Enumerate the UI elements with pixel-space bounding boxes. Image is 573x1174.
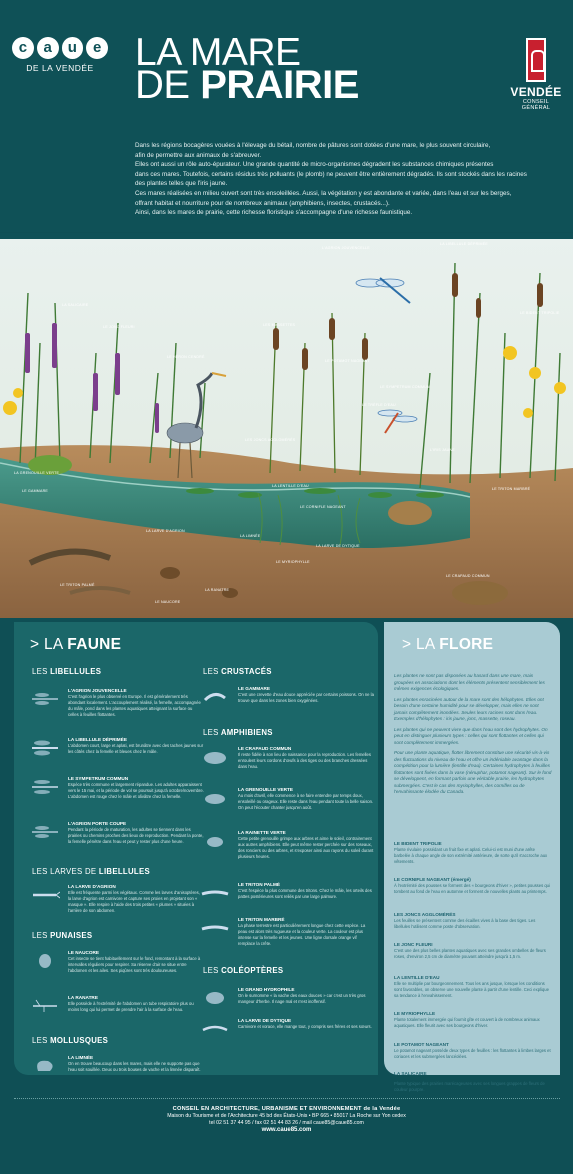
scene-label: LE SYMPETRUM COMMUN	[380, 385, 430, 389]
flora-name: LES JONCS AGGLOMÉRÉS	[394, 912, 456, 917]
snail-icon	[30, 1057, 60, 1075]
flore-intro-paragraph: Les plantes qui ne peuvent vivre que dans l'eau sont des hydrophytes. On peut en distinguer plusieurs types : celles qui sont flottantes et celles qui sont complètement immergées.	[394, 726, 548, 745]
scene-label: LE BIDENT TRIPOLIE	[520, 311, 560, 315]
vendee-heart-icon	[526, 38, 546, 82]
dragonfly-icon	[30, 739, 60, 757]
intro-line: offrant habitat et nourriture pour de nombreux animaux (amphibiens, insectes, crustacés...).	[135, 199, 390, 207]
section-prefix: LES	[203, 667, 219, 676]
fauna-name: LE NAUCORE	[68, 950, 99, 955]
scene-label: LA SALICAIRE	[62, 303, 89, 307]
fauna-entry	[200, 1018, 378, 1042]
scene-label: LA LIBELLULE DÉPRIMÉE	[440, 242, 488, 246]
damselfly-icon	[30, 823, 60, 841]
flora-name: LA SALICAIRE	[394, 1071, 427, 1076]
section-prefix: LES	[203, 966, 219, 975]
footer-contact: tel 02 51 37 44 95 / fax 02 51 44 83 26 / mail caue85@caue85.com	[209, 1120, 364, 1126]
scene-label: LE TRITON PALMÉ	[60, 583, 95, 587]
scene-label: LE CORNIFLE NAGEANT	[300, 505, 346, 509]
flora-entry	[394, 942, 552, 960]
section-prefix: LES	[32, 931, 48, 940]
fauna-entry	[200, 917, 378, 957]
fauna-entry	[200, 686, 378, 714]
fauna-text: L'abdomen court, large et aplati, est brunâtre avec des taches jaunes sur les côtés chez la femelle et bleues chez le mâle.	[68, 743, 204, 754]
newt-icon	[200, 919, 230, 937]
tree-frog-icon	[200, 832, 230, 850]
fauna-text: Cet insecte se tient habituellement sur le fond, remontant à la surface à intervalles réguliers pour respirer. Sa réserve d'air se situe entre l'abdomen et les ailes. Ses piqûres sont très douloureuses.	[68, 956, 201, 973]
fauna-entry	[200, 882, 378, 912]
flora-entry	[394, 912, 552, 930]
fauna-entry	[30, 688, 210, 728]
scene-label: LE TRÈFLE D'EAU	[362, 403, 396, 407]
section-punaises	[32, 931, 92, 940]
intro-line: Dans les régions bocagères vouées à l'élevage du bétail, nombre de pâtures sont dotées d'une mare, le plus souvent circulaire,	[135, 142, 491, 149]
faune-title-prefix: > LA	[30, 636, 63, 653]
scene-label: LE CRAPAUD COMMUN	[446, 574, 490, 578]
scene-label: LA LARVE DE DYTIQUE	[316, 544, 360, 548]
logo-letter: a	[37, 37, 59, 59]
section-crustaces	[203, 667, 272, 676]
fauna-name: LA LIBELLULE DÉPRIMÉE	[68, 737, 127, 742]
fauna-name: LA LARVE DE DYTIQUE	[238, 1018, 292, 1023]
water-bug-icon	[30, 952, 60, 970]
flore-title-prefix: > LA	[402, 636, 435, 653]
flora-name: LE POTAMOT NAGEANT	[394, 1042, 449, 1047]
water-scorpion-icon	[30, 997, 60, 1015]
flora-text: À l'extrémité des pousses se forment des « bourgeons d'hiver », petites pousses qui tombent au fond de l'eau en automne et forment de nouvelles plants au printemps.	[394, 883, 550, 894]
fauna-name: LA RANATRE	[68, 995, 98, 1000]
fauna-entry	[30, 821, 210, 861]
vendee-logo	[510, 38, 562, 111]
larva-icon	[30, 886, 60, 904]
section-prefix: LES	[32, 1036, 48, 1045]
scene-label: LE MYRIOPHYLLE	[276, 560, 310, 564]
fauna-text: La phase terrestre est particulièrement longue chez cette espèce. La peau est alors très rugueuse et la couleur verte. La couleur est plus intense sur la femelle et les jeunes. Une ligne dorsale orange vif remplace la crête.	[238, 923, 366, 946]
section-prefix: LES	[32, 667, 48, 676]
intro-line: des plantes telles que l'iris jaune.	[135, 180, 228, 188]
section-coleopteres	[203, 966, 283, 975]
newt-icon	[200, 884, 230, 902]
fauna-text: Elle possède à l'extrémité de l'abdomen un tube respiratoire plus ou moins long qui lui permet de prendre l'air à la surface de l'eau.	[68, 1001, 194, 1012]
scene-label: LA LIMNÉE	[240, 534, 261, 538]
scene-label: L'IRIS JAUNE	[430, 448, 455, 452]
scene-label: LA LENTILLE D'EAU	[272, 484, 309, 488]
logo-letter: c	[12, 37, 34, 59]
fauna-text: C'est l'espèce la plus commune des tritons. Chez le mâle, les orteils des pattes postérieures sont reliés par une large palmure.	[238, 888, 372, 899]
toad-icon	[200, 748, 230, 766]
fauna-text: On le surnomme « la vache des eaux douces » car c'est un très gros mangeur d'herbe. Il nage mal et n'est inoffensif.	[238, 993, 366, 1004]
intro-text	[135, 141, 555, 218]
faune-title-main: FAUNE	[67, 636, 122, 653]
scene-label: LES JONCS AGGLOMÉRÉS	[245, 438, 296, 442]
footer-website: www.caue85.com	[261, 1127, 312, 1133]
pond-illustration	[0, 233, 573, 618]
frog-icon	[200, 789, 230, 807]
vendee-name: VENDÉE	[510, 85, 562, 99]
fauna-name: LE TRITON PALMÉ	[238, 882, 281, 887]
fauna-text: C'est une crevette d'eau douce appréciée par certains poissons. On ne la trouve que dans les zones bien oxygénées.	[238, 692, 374, 703]
section-libellules	[32, 667, 101, 676]
flora-entry	[394, 1071, 552, 1076]
flora-text: Les feuilles se présentent comme des écailles vives à la base des tiges. Les libellules l'utilisent comme poste d'observation.	[394, 918, 536, 929]
larva-icon	[200, 1020, 230, 1038]
fauna-text: Elle est fréquente parmi les végétaux. Comme les larves d'anisoptères, la larve d'agrion est carnivore et capture ses proies en projetant son « masque ». Elle respire à l'aide des trois petites « plumes » situées à l'arrière de son abdomen.	[68, 890, 200, 913]
flore-intro-paragraph: Les plantes enracinées autour de la mare sont des hélophytes. Elles ont besoin d'une certaine humidité pour se développer, mais elles ne sont jamais complètement inondées. Seules leurs racines sont dans l'eau. Exemples d'hélophytes : iris jaune, jonc, massette, roseau.	[394, 696, 544, 721]
section-name: PUNAISES	[50, 931, 93, 940]
logo-letter: u	[62, 37, 84, 59]
fauna-text: Cette petite grenouille grimpe aux arbres et aime le soleil, contrairement aux autres amphibiens. Elle peut même rester perchée sur des roseaux, des ronciers ou des arbres, et s'exposer ainsi aux rayons du soleil durant plusieurs heures.	[238, 836, 374, 859]
title-line2-prefix: DE	[135, 63, 190, 107]
intro-line: Ainsi, dans les mares de prairie, cette richesse floristique s'accompagne d'une richesse faunistique.	[135, 209, 413, 217]
flora-entry	[394, 1042, 552, 1060]
fauna-name: LA RAINETTE VERTE	[238, 830, 286, 835]
section-name: CRUSTACÉS	[221, 667, 272, 676]
footer-divider	[14, 1098, 560, 1099]
fauna-text: Au mois d'avril, elle commence à se faire entendre par temps doux, ensoleillé ou orageux. Elle reste dans l'eau pendant toute la belle saison. On peut l'écouter chanter jusqu'en août.	[238, 793, 374, 810]
section-prefix: LES LARVES DE	[32, 867, 97, 876]
fauna-name: LA GRENOUILLE VERTE	[238, 787, 294, 792]
scene-label: LE TRITON MARBRÉ	[492, 487, 531, 491]
intro-line: afin de permettre aux animaux de s'abreuver.	[135, 151, 262, 159]
intro-line: Elles ont aussi un rôle auto-épurateur. Une grande quantité de micro-organismes dégradent les substances chimiques présentes	[135, 161, 494, 169]
scene-label: LE POTAMOT NAGEANT	[325, 359, 370, 363]
flora-text: Plante totalement immergée qui fournit gîte et couvert à de nombreux animaux aquatiques. Elle fleurit avec ses bourgeons d'hiver.	[394, 1017, 540, 1028]
faune-title	[30, 636, 121, 654]
fauna-text: Pendant la période de maturation, les adultes se tiennent dans les prairies ou chemins proches des lieux de reproduction. Pendant la ponte, la femelle pénètre dans l'eau et peut y rester plus d'une heure.	[68, 827, 204, 844]
scene-label: L'AGRION JOUVENCELLE	[322, 246, 370, 250]
intro-line: dans ces mares. Toutefois, certains résidus très polluants (le plomb) ne peuvent être entièrement dégradés. Ils sont stockés dans les racines	[135, 170, 527, 178]
title-line1: LA MARE	[135, 31, 301, 74]
flora-entry	[394, 975, 552, 998]
caue-logo-letters	[12, 37, 108, 59]
fauna-entry	[30, 995, 210, 1025]
fauna-entry	[200, 787, 378, 827]
section-mollusques	[32, 1036, 108, 1045]
intro-line: Ces mares réalisées en milieu ouvert sont très ensoleillées. Aussi, la végétation y est abondante et variée, dans l'eau et sur les berges,	[135, 189, 512, 197]
fauna-name: LE GAMMARE	[238, 686, 271, 691]
logo-subtitle: DE LA VENDÉE	[26, 63, 94, 73]
scene-label: LA LARVE D'AGRION	[146, 529, 185, 533]
flora-text: Elle se multiplie par bourgeonnement. Tous les ans jusque, lorsque les conditions sont favorables, on observe une nouvelle plante à partir d'une lentille. Ceci explique sa tendance à l'envahissement.	[394, 981, 549, 998]
footer	[0, 1106, 573, 1133]
fauna-name: LE GRAND HYDROPHILE	[238, 987, 295, 992]
section-name: AMPHIBIENS	[220, 728, 273, 737]
section-larves	[32, 867, 150, 876]
fauna-name: L'AGRION PORTE COUPE	[68, 821, 127, 826]
section-prefix: LES	[203, 728, 219, 737]
fauna-entry	[200, 987, 378, 1013]
flore-intro	[394, 673, 552, 800]
beetle-icon	[200, 989, 230, 1007]
flora-entry	[394, 877, 552, 895]
damselfly-icon	[30, 690, 60, 708]
flore-intro-paragraph: Pour une plante aquatique, flotter librement constitue une sécurité vis-à-vis des fluctuations du niveau de l'eau et offre un indéniable avantage dans la compétition pour la lumière (lentille d'eau). Certaines hydrophytes à feuilles flottantes sont fixées dans la vase (nénuphar, potamot nageant). Sur le fond se développent, en formant parfois une véritable prairie, les hydrophytes submergées. C'est le cas des myriophylles, des cornifles ou de l'envahissante élodée du Canada.	[394, 750, 552, 794]
scene-label: LA RANATRE	[205, 588, 230, 592]
flora-name: LE CORNIFLE NAGEANT (émergé)	[394, 877, 471, 882]
shrimp-icon	[200, 688, 230, 706]
footer-org: CONSEIL EN ARCHITECTURE, URBANISME ET ENVIRONNEMENT de la Vendée	[172, 1106, 401, 1112]
fauna-name: LE TRITON MARBRÉ	[238, 917, 285, 922]
fauna-entry	[200, 746, 378, 780]
flora-text: Le potamot nageant possède deux types de feuilles : les flottantes à limbes larges et coriaces et les submergées lancéolées.	[394, 1048, 551, 1059]
fauna-entry	[30, 737, 210, 771]
scene-label: LE GAMMARE	[22, 489, 48, 493]
flora-text: Plante rivulaire possédant un fruit fixe et aplati. Celui-ci est muni d'une arête barbelée à chaque angle de son extrémité antérieure, de sorte qu'il s'accroche aux vêtements.	[394, 847, 548, 864]
section-amphibiens	[203, 728, 273, 737]
fauna-text: Carnivore et vorace, elle mange tout, y compris ses frères et ses sœurs.	[238, 1024, 372, 1029]
flore-title	[402, 636, 493, 654]
flora-text: C'est une des plus belles plantes aquatiques avec ses grandes ombelles de fleurs roses, d'environ 2,5 cm de diamètre pouvant atteindre jusqu'à 1,5 m.	[394, 948, 546, 959]
section-name: LIBELLULES	[98, 867, 150, 876]
fauna-entry	[200, 830, 378, 876]
scene-label: LE HÉRON CENDRÉ	[167, 355, 205, 359]
fauna-name: LA LARVE D'AGRION	[68, 884, 116, 889]
scene-label: LA GRENOUILLE VERTE	[14, 471, 60, 475]
scene-label: LE JONC FLEURI	[103, 325, 135, 329]
flora-entry	[394, 1011, 552, 1029]
vendee-sub: CONSEIL GÉNÉRAL	[521, 99, 551, 111]
fauna-name: LE CRAPAUD COMMUN	[238, 746, 292, 751]
section-name: LIBELLULES	[50, 667, 102, 676]
flora-entry-text	[394, 1080, 552, 1093]
flora-entry	[394, 841, 552, 864]
logo-letter: e	[86, 37, 108, 59]
caue-logo	[12, 37, 108, 73]
flore-intro-paragraph: Les plantes ne sont pas disposées au hasard dans une mare, mais groupées en associations dont les éléments présentent sensiblement les mêmes exigences écologiques.	[394, 673, 545, 691]
scene-label: LES MASSETTES	[263, 323, 296, 327]
fauna-entry	[30, 1055, 210, 1083]
flora-name: LA LENTILLE D'EAU	[394, 975, 440, 980]
section-name: COLÉOPTÈRES	[221, 966, 284, 975]
flora-text: Plante typique des prairies marécageuses avec ses longues grappes de fleurs de couleur pourpre.	[394, 1081, 545, 1092]
title-line2-main: PRAIRIE	[200, 63, 359, 107]
fauna-entry	[30, 776, 210, 816]
title-line2	[135, 63, 359, 107]
section-name: MOLLUSQUES	[50, 1036, 109, 1045]
fauna-entry	[30, 884, 210, 928]
fauna-text: Espèce très commune et largement répandue. Les adultes apparaissent vers le 15 mai, et la période de vol se poursuit jusqu'à octobre/novembre. L'abdomen est rouge chez le mâle et olivâtre chez la femelle.	[68, 782, 204, 799]
fauna-name: L'AGRION JOUVENCELLE	[68, 688, 127, 693]
scene-label: LE NAUCORE	[155, 600, 181, 604]
page-title	[135, 31, 359, 107]
footer-address: Maison du Tourisme et de l'Architecture 45 bd des États-Unis • BP 665 • 85017 La Roche sur Yon cedex	[167, 1113, 406, 1119]
fauna-text: On en trouve beaucoup dans les mares, mais elle ne supporte pas que l'eau soit souillée. Deux ou trois bouses de vache et la limnée disparaît.	[68, 1061, 201, 1072]
fauna-text: Il reste fidèle à son lieu de naissance pour la reproduction. Les femelles enroulent leurs cordons d'œufs à des tiges ou des branches dressées dans l'eau.	[238, 752, 371, 769]
flore-title-main: FLORE	[439, 636, 494, 653]
dragonfly-icon	[30, 778, 60, 796]
header	[0, 0, 573, 232]
flora-name: LE MYRIOPHYLLE	[394, 1011, 436, 1016]
fauna-text: C'est l'agrion le plus observé en Europe. Il est généralement très abondant localement. L'accouplement réalisé, la femelle, accompagnée du mâle, pond dans les plantes aquatiques atteignant la surface ou celles à feuilles flottantes.	[68, 694, 201, 717]
flora-name: LE JONC FLEURI	[394, 942, 433, 947]
fauna-name: LA LIMNÉE	[68, 1055, 94, 1060]
fauna-name: LE SYMPETRUM COMMUN	[68, 776, 129, 781]
fauna-entry	[30, 950, 210, 988]
flora-name: LE BIDENT TRIPOLIE	[394, 841, 442, 846]
